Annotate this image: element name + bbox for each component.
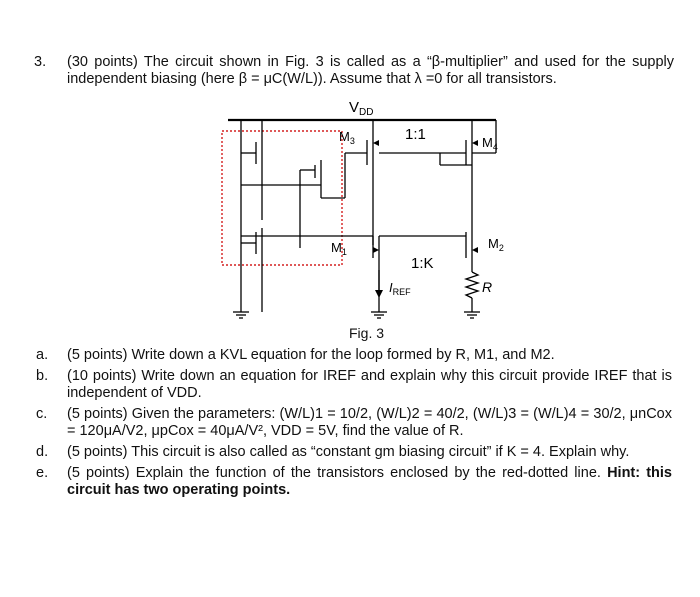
question-text: (30 points) The circuit shown in Fig. 3 is called as a “β-multiplier” and used for the supply independent biasing (here β = μC(W/L)). Assume that λ =0 for all transistors. (67, 54, 674, 87)
part-label: b. (36, 368, 49, 384)
ground-right (464, 312, 480, 318)
ratio-bottom: 1:K (411, 255, 434, 272)
part-a (36, 347, 672, 364)
m1-label: $M_1$ (331, 240, 347, 257)
ratio-top: 1:1 (405, 126, 426, 143)
part-text: (5 points) Write down a KVL equation for the loop formed by R, M1, and M2. (67, 347, 555, 363)
part-label: d. (36, 444, 49, 460)
part-text (67, 465, 672, 499)
part-text: (5 points) This circuit is also called as “constant gm biasing circuit” if K = 4. Explain why. (67, 444, 630, 460)
ground-left (233, 312, 249, 318)
part-b (36, 368, 672, 402)
part-label: a. (36, 347, 49, 363)
part-label: c. (36, 406, 48, 422)
resistor-label: R (482, 279, 493, 295)
part-e-text: (5 points) Explain the function of the transistors enclosed by the red-dotted line. (67, 465, 601, 481)
m2-label: $M_2$ (488, 236, 504, 253)
vdd-label: $V_{DD}$ (349, 99, 374, 118)
part-c (36, 406, 672, 440)
resistor (466, 272, 478, 298)
ground-middle (371, 312, 387, 318)
part-text: (10 points) Write down an equation for IREF and explain why this circuit provide IREF that is independent of VDD. (67, 368, 672, 401)
question-parts (36, 347, 672, 503)
part-d (36, 444, 672, 461)
hint-text: Hint: this circuit has two operating points. (67, 465, 672, 498)
part-label: e. (36, 465, 49, 481)
iref-label: $I_{REF}$ (389, 280, 411, 297)
question-number: 3. (34, 54, 47, 70)
part-e (36, 465, 672, 499)
part-text: (5 points) Given the parameters: (W/L)1 = 10/2, (W/L)2 = 40/2, (W/L)3 = (W/L)4 = 30/2, μnCox = 120μA/V2, μpCox = 40μA/V², VDD = 5V, find the value of R. (67, 406, 672, 439)
m4-label: $M_4$ (482, 135, 498, 152)
m3-label: $M_3$ (339, 129, 355, 146)
figure-caption: Fig. 3 (349, 325, 385, 341)
